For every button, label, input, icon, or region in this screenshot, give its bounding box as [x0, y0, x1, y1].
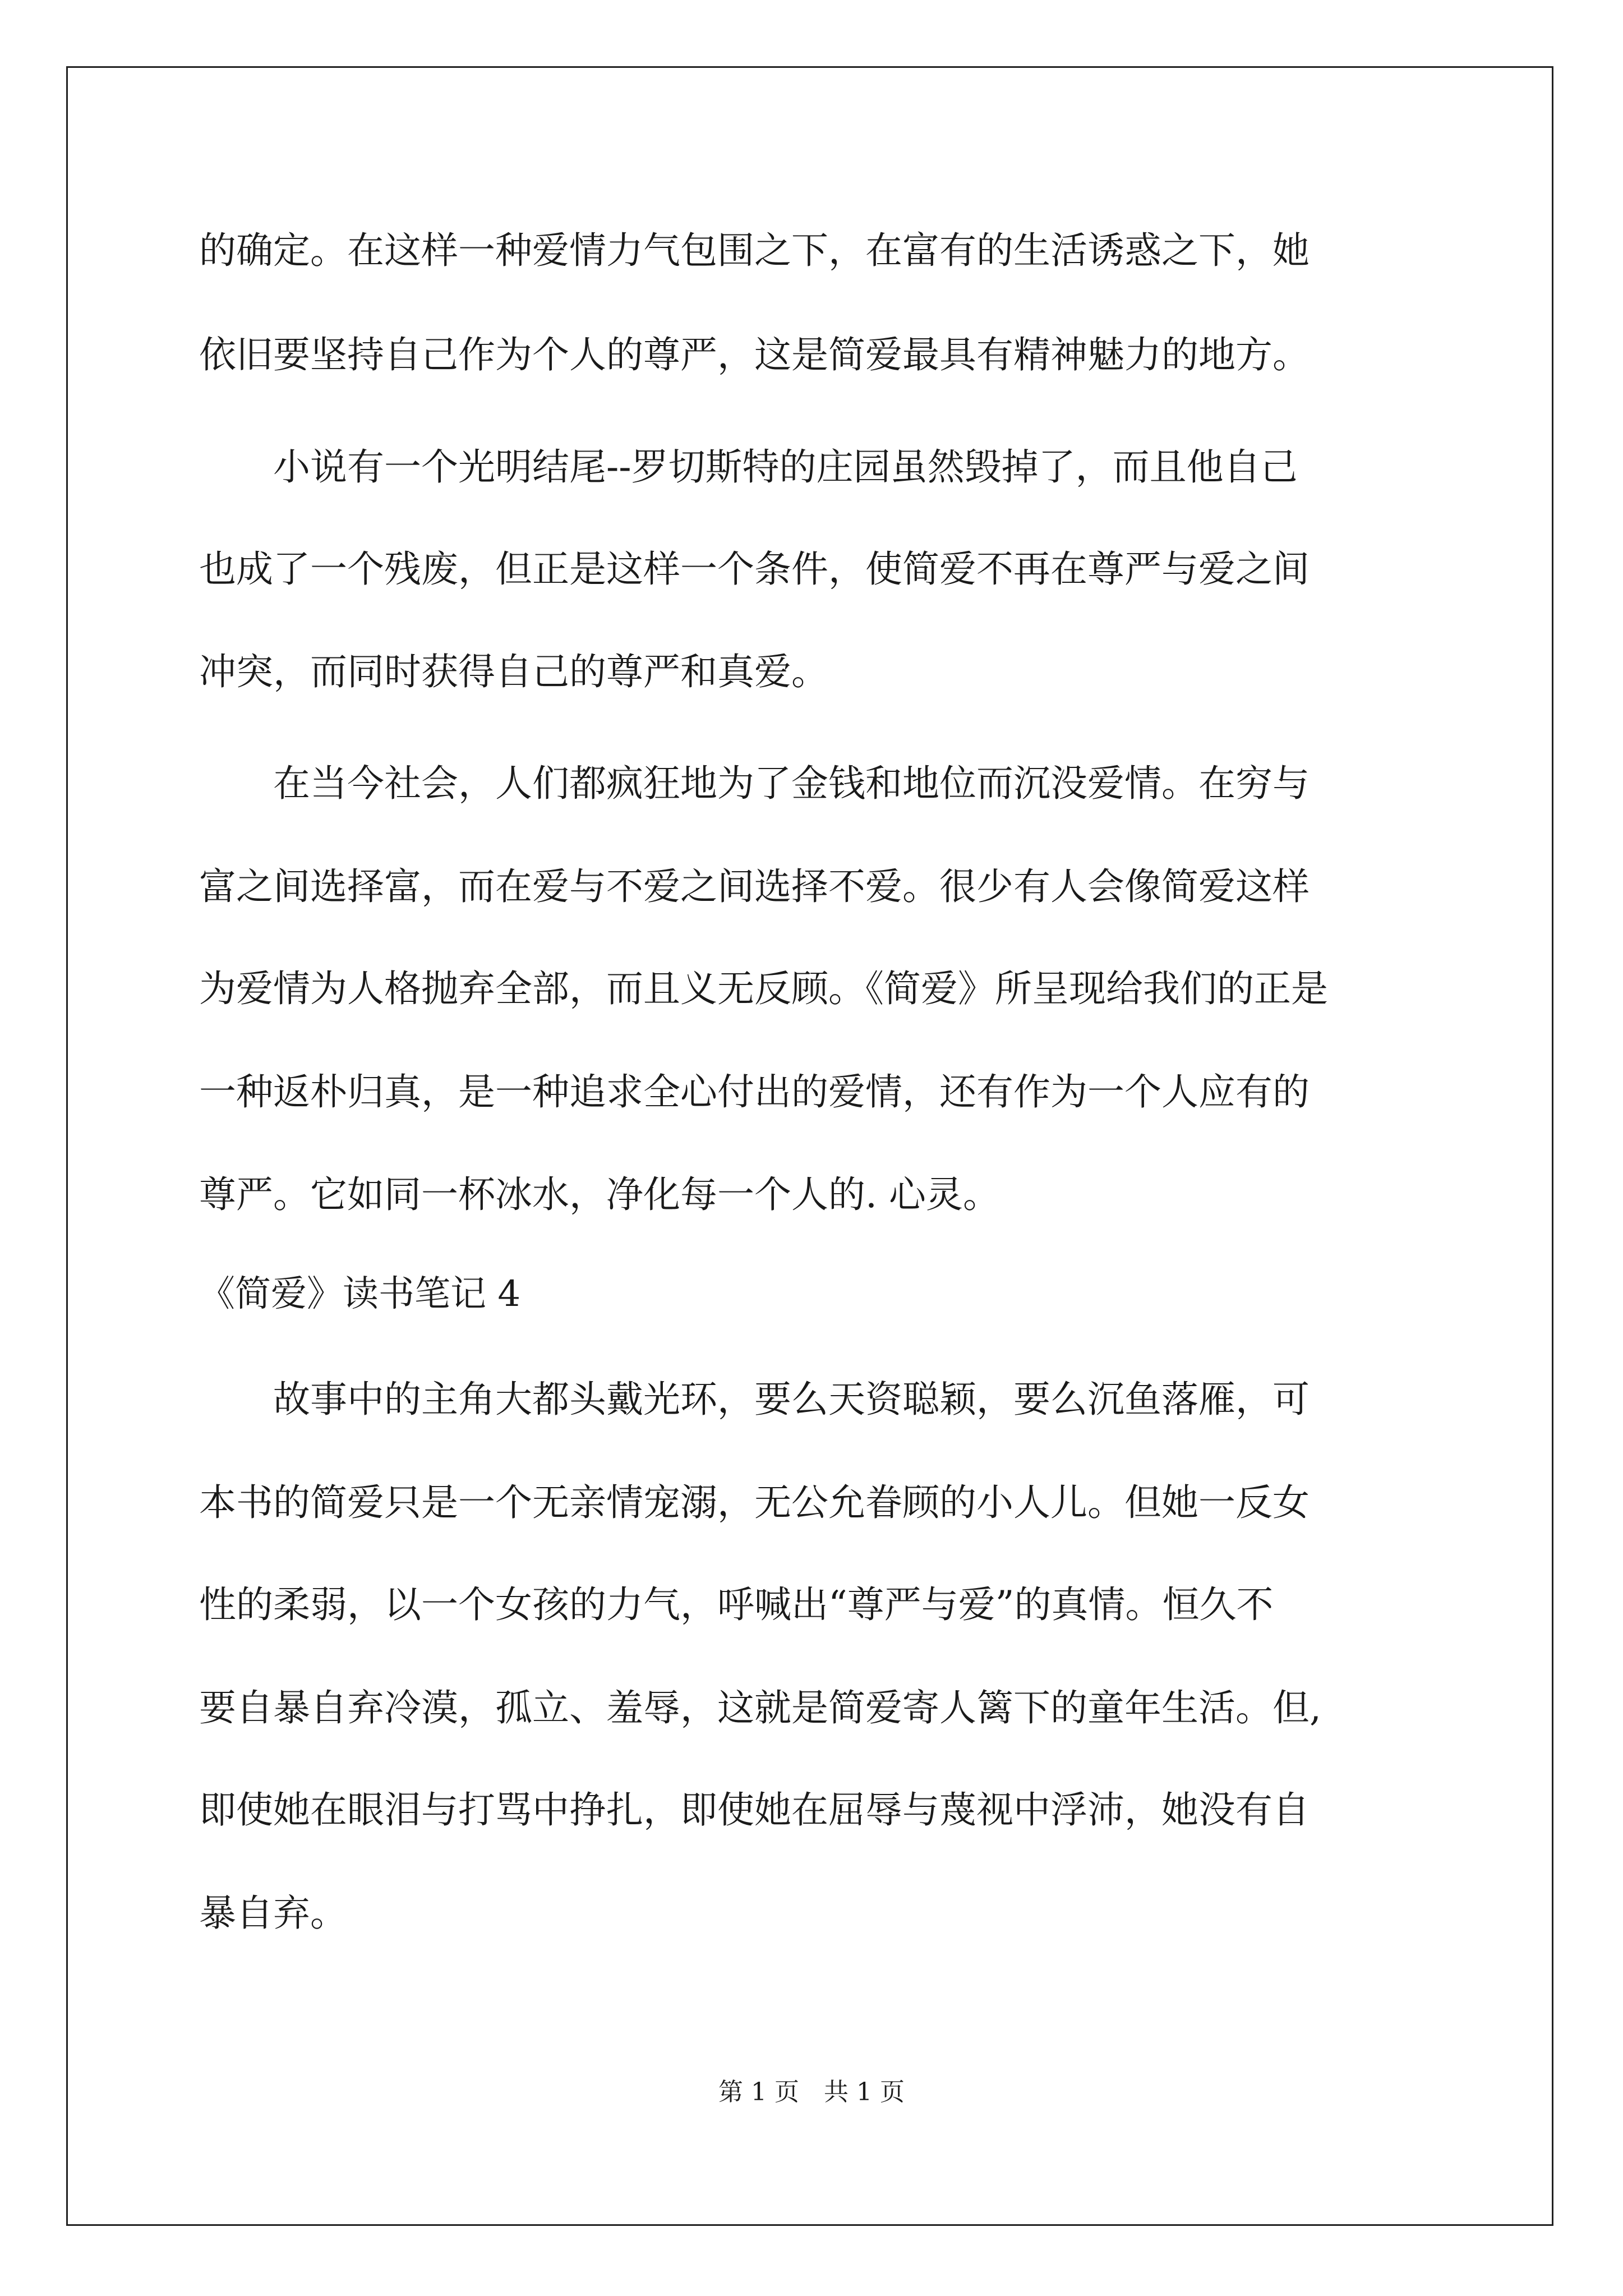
text-line: 本书的简爱只是一个无亲情宠溺，无公允眷顾的小人儿。但她一反女	[199, 1481, 1310, 1524]
text-line: 一种返朴归真，是一种追求全心付出的爱情，还有作为一个人应有的	[199, 1070, 1310, 1114]
text-line: 的确定。在这样一种爱情力气包围之下，在富有的生活诱惑之下，她	[199, 229, 1310, 272]
text-line: 要自暴自弃冷漠，孤立、羞辱，这就是简爱寄人篱下的童年生活。但,	[199, 1686, 1321, 1729]
text-line: 性的柔弱，以一个女孩的力气，呼喊出“尊严与爱”的真情。恒久不	[199, 1583, 1274, 1626]
text-line: 暴自弃。	[199, 1892, 347, 1935]
page-footer: 第 1 页 共 1 页	[718, 2078, 905, 2106]
text-line: 为爱情为人格抛弃全部，而且义无反顾。《简爱》所呈现给我们的正是	[199, 967, 1328, 1010]
text-line: 依旧要坚持自己作为个人的尊严，这是简爱最具有精神魅力的地方。	[199, 333, 1310, 376]
text-line: 富之间选择富，而在爱与不爱之间选择不爱。很少有人会像简爱这样	[199, 865, 1310, 908]
text-line: 即使她在眼泪与打骂中挣扎，即使她在屈辱与蔑视中浮沛，她没有自	[199, 1788, 1310, 1832]
text-line: 也成了一个残废，但正是这样一个条件，使简爱不再在尊严与爱之间	[199, 547, 1310, 591]
text-line: 故事中的主角大都头戴光环，要么天资聪颖，要么沉鱼落雁，可	[199, 1378, 1310, 1421]
text-line: 在当今社会，人们都疯狂地为了金钱和地位而沉没爱情。在穷与	[199, 762, 1310, 805]
section-heading: 《简爱》读书笔记 4	[199, 1273, 521, 1315]
text-line: 冲突，而同时获得自己的尊严和真爱。	[199, 650, 828, 693]
text-line: 小说有一个光明结尾--罗切斯特的庄园虽然毁掉了，而且他自己	[199, 445, 1298, 489]
text-line: 尊严。它如同一杯冰水，净化每一个人的. 心灵。	[199, 1173, 1000, 1216]
